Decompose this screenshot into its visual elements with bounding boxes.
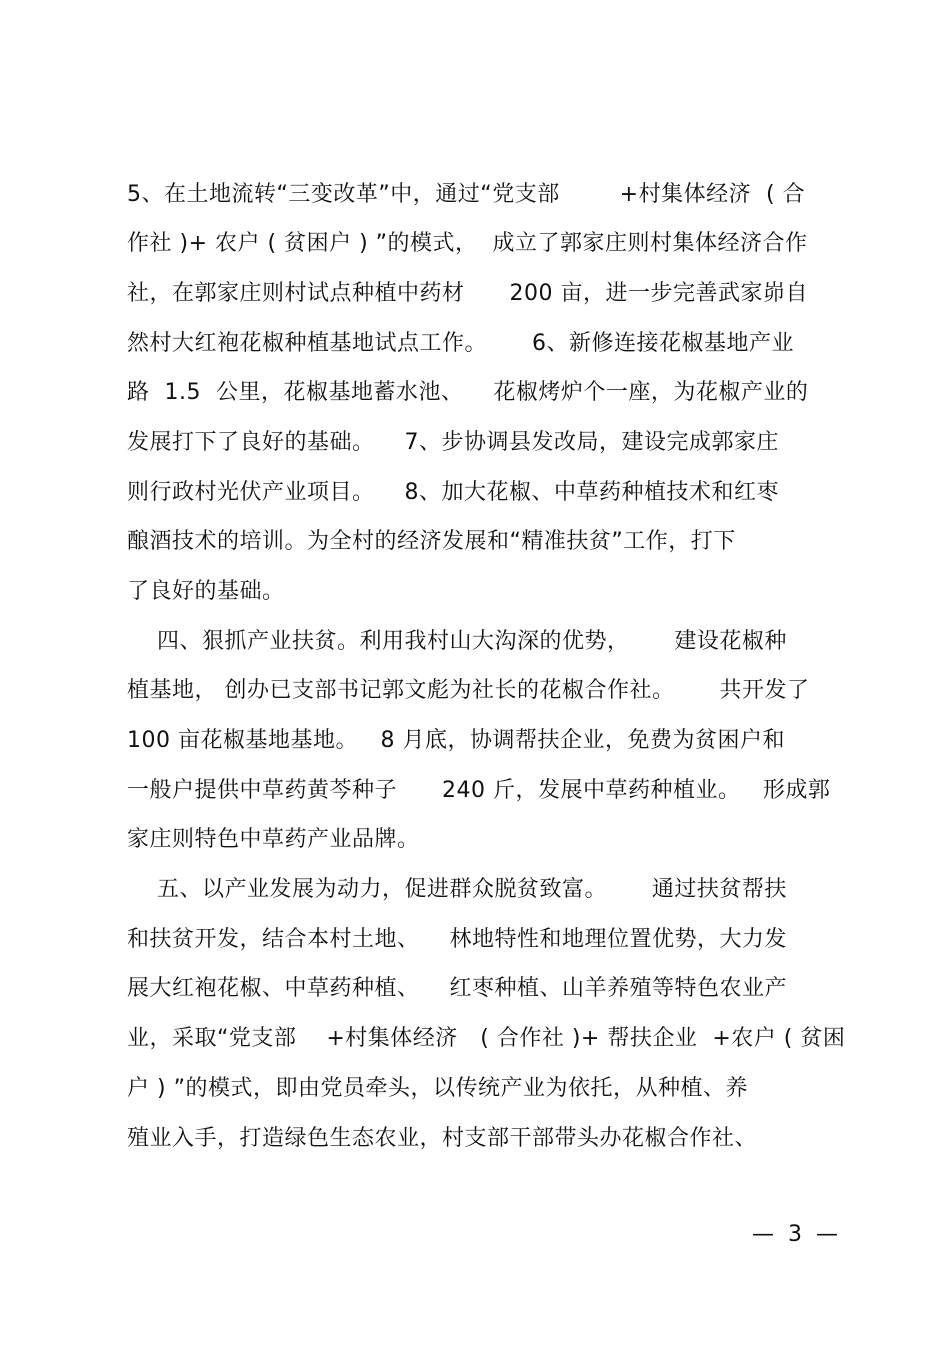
text-line: 酿酒技术的培训。为全村的经济发展和“精准扶贫”工作，打下	[127, 529, 736, 554]
text-line: 100 亩花椒基地基地。 8 月底，协调帮扶企业，免费为贫困户和	[127, 728, 785, 753]
text-line: 展大红袍花椒、中草药种植、 红枣种植、山羊养殖等特色农业产	[127, 976, 787, 1001]
text-line: 则行政村光伏产业项目。 8、加大花椒、中草药种植技术和红枣	[127, 480, 779, 505]
text-line: 一般户提供中草药黄芩种子 240 斤，发展中草药种植业。 形成郭	[127, 778, 831, 803]
text-line: 作社 )+ 农户 ( 贫困户 ) ”的模式， 成立了郭家庄则村集体经济合作	[127, 231, 808, 256]
text-line: 四、狠抓产业扶贫。利用我村山大沟深的优势， 建设花椒种	[127, 629, 787, 654]
text-line: 路 1.5 公里，花椒基地蓄水池、 花椒烤炉个一座，为花椒产业的	[127, 380, 809, 405]
text-line: 五、以产业发展为动力，促进群众脱贫致富。 通过扶贫帮扶	[127, 877, 787, 902]
text-line: 发展打下了良好的基础。 7、步协调县发改局，建设完成郭家庄	[127, 430, 779, 455]
text-line: 5、在土地流转“三变改革”中，通过“党支部 +村集体经济 ( 合	[127, 182, 806, 207]
text-line: 然村大红袍花椒种植基地试点工作。 6、新修连接花椒基地产业	[127, 331, 794, 356]
text-line: 家庄则特色中草药产业品牌。	[127, 827, 420, 852]
text-line: 社，在郭家庄则村试点种植中药材 200 亩，进一步完善武家峁自	[127, 281, 808, 306]
text-line: 业，采取“党支部 +村集体经济 ( 合作社 )+ 帮扶企业 +农户 ( 贫困	[127, 1026, 846, 1051]
text-line: 和扶贫开发，结合本村土地、 林地特性和地理位置优势，大力发	[127, 927, 787, 952]
text-line: 植基地， 创办已支部书记郭文彪为社长的花椒合作社。 共开发了	[127, 678, 810, 703]
text-line: 了良好的基础。	[127, 579, 285, 604]
page-number: — 3 —	[752, 1222, 838, 1247]
text-line: 殖业入手，打造绿色生态农业，村支部干部带头办花椒合作社、	[127, 1126, 758, 1151]
text-line: 户 ) ”的模式，即由党员牵头，以传统产业为依托，从种植、养	[127, 1076, 748, 1101]
